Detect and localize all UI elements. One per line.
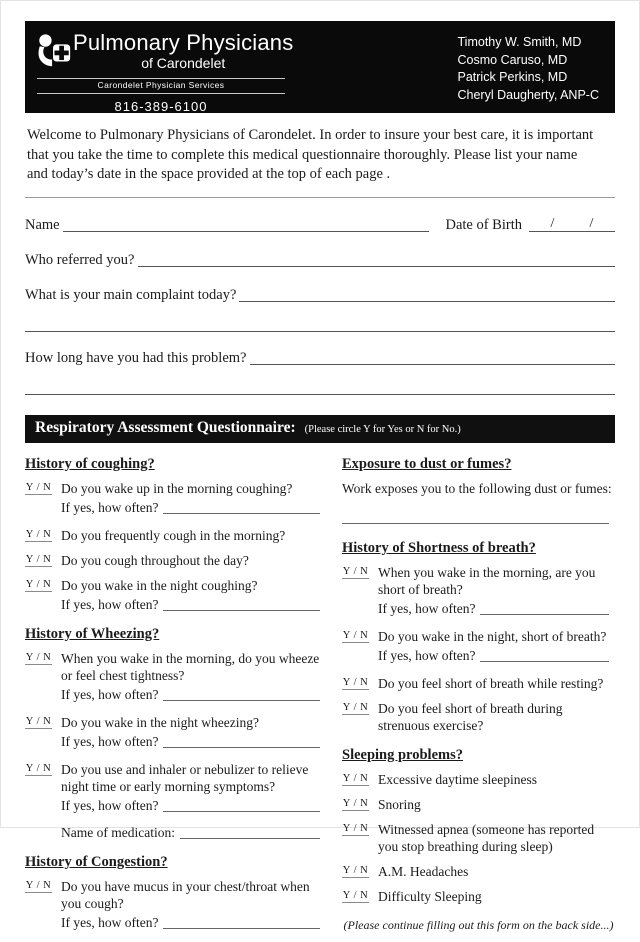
yes-no-choice[interactable]: Y / N [342, 701, 369, 713]
yes-no-choice[interactable]: Y / N [342, 772, 369, 784]
complaint-input-line[interactable] [239, 301, 615, 302]
question-item [25, 761, 326, 841]
followup-row [61, 915, 320, 931]
yes-no-choice[interactable]: Y / N [342, 676, 369, 688]
section-heading: History of Wheezing? [25, 625, 160, 642]
question-row [25, 650, 326, 684]
referred-row [25, 252, 615, 269]
question-item [25, 527, 326, 544]
duration-label: How long have you had this problem? [25, 349, 247, 366]
yes-no-choice[interactable]: Y / N [25, 715, 52, 727]
clinic-title-block [73, 31, 293, 71]
followup-label: If yes, how often? [61, 596, 159, 612]
followup-row [61, 798, 320, 814]
intro-line: that you take the time to complete this medical questionnaire thoroughly. Please list your name [27, 146, 578, 163]
question-text: Do you use and inhaler or nebulizer to relieve night time or early morning symptoms? [61, 761, 309, 794]
duration-row [25, 350, 615, 367]
write-in-line[interactable] [163, 928, 320, 929]
followup-row [378, 648, 609, 664]
question-item [342, 796, 615, 813]
question-row [342, 480, 615, 497]
name-label: Name [25, 216, 60, 233]
question-item [342, 821, 615, 855]
question-text: Do you have mucus in your chest/throat when you cough? [61, 878, 310, 911]
followup-row [61, 597, 320, 613]
followup-label: If yes, how often? [61, 733, 159, 749]
question-text: When you wake in the morning, are you short of breath? [378, 564, 596, 597]
yes-no-choice[interactable]: Y / N [25, 651, 52, 663]
question-section [25, 456, 326, 613]
question-text: Do you wake in the night wheezing? [61, 714, 259, 730]
followup-label: If yes, how often? [61, 499, 159, 515]
question-row [342, 628, 615, 645]
dob-slash: / [550, 215, 555, 231]
provider-name: Cosmo Caruso, MD [457, 52, 568, 67]
section-heading: History of Shortness of breath? [342, 539, 536, 556]
question-item [342, 675, 615, 692]
question-item [25, 552, 326, 569]
yes-no-choice[interactable]: Y / N [342, 797, 369, 809]
write-in-line[interactable] [342, 523, 609, 524]
question-item [342, 628, 615, 664]
yes-no-choice[interactable]: Y / N [342, 629, 369, 641]
question-item [25, 714, 326, 750]
clinic-header [25, 21, 615, 113]
question-text: Do you frequently cough in the morning? [61, 527, 286, 543]
question-row [25, 714, 326, 731]
yes-no-choice[interactable]: Y / N [25, 762, 52, 774]
yes-no-choice[interactable]: Y / N [342, 864, 369, 876]
question-text: Do you feel short of breath during strenuous exercise? [378, 700, 563, 733]
questionnaire-column-right-sections [342, 456, 615, 905]
question-item [342, 700, 615, 734]
question-section [342, 747, 615, 905]
question-row [25, 761, 326, 795]
question-text: Excessive daytime sleepiness [378, 771, 537, 787]
question-row [342, 863, 615, 880]
dob-slash: / [589, 215, 594, 231]
question-text: Do you wake in the night coughing? [61, 577, 258, 593]
followup-label: If yes, how often? [61, 686, 159, 702]
header-divider-bottom [37, 93, 285, 94]
section-heading: History of coughing? [25, 455, 155, 472]
provider-name: Cheryl Daugherty, ANP-C [457, 87, 599, 102]
complaint-continuation-line[interactable] [25, 331, 615, 332]
question-row [25, 552, 326, 569]
section-heading: History of Congestion? [25, 853, 168, 870]
duration-continuation-line[interactable] [25, 394, 615, 395]
question-row [342, 564, 615, 598]
question-text: Do you wake up in the morning coughing? [61, 480, 293, 496]
question-item [25, 878, 326, 931]
section-heading: Sleeping problems? [342, 746, 463, 763]
name-input-line[interactable] [63, 231, 430, 232]
yes-no-choice[interactable]: Y / N [25, 553, 52, 565]
question-item [342, 564, 615, 617]
question-text: When you wake in the morning, do you wheeze or feel chest tightness? [61, 650, 320, 683]
clinic-subname: of Carondelet [141, 55, 226, 71]
followup-row [61, 500, 320, 516]
write-in-line[interactable] [163, 811, 320, 812]
questionnaire-column-left [25, 456, 326, 942]
providers-list [458, 31, 600, 105]
yes-no-choice[interactable]: Y / N [25, 578, 52, 590]
dob-group [445, 216, 615, 234]
question-row [342, 700, 615, 734]
provider-name: Timothy W. Smith, MD [457, 35, 582, 49]
question-item [342, 480, 615, 524]
intro-line: and today’s date in the space provided at the top of each page . [27, 166, 391, 182]
questionnaire-title-bar [25, 415, 615, 443]
complaint-row [25, 287, 615, 304]
continue-note: (Please continue filling out this form on the back side...) [343, 917, 614, 932]
question-text: Do you cough throughout the day? [61, 552, 249, 568]
question-row [342, 821, 615, 855]
question-section [25, 854, 326, 931]
followup-label: If yes, how often? [378, 600, 476, 616]
clinic-name: Pulmonary Physicians [73, 30, 294, 55]
questionnaire-instructions: (Please circle Y for Yes or N for No.) [304, 423, 461, 435]
intro-paragraph [27, 126, 613, 185]
intro-line: Welcome to Pulmonary Physicians of Carondelet. In order to insure your best care, it is important [27, 127, 594, 143]
question-section [342, 540, 615, 734]
followup-label: Name of medication: [61, 824, 175, 840]
question-row [25, 878, 326, 912]
yes-no-choice[interactable]: Y / N [342, 565, 369, 577]
intro-divider [25, 197, 615, 198]
question-item [342, 863, 615, 880]
question-item [342, 888, 615, 905]
question-row [25, 527, 326, 544]
write-in-line[interactable] [180, 838, 320, 839]
clinic-phone: 816-389-6100 [114, 99, 208, 114]
question-item [25, 480, 326, 516]
services-label: Carondelet Physician Services [97, 80, 225, 90]
question-text: Difficulty Sleeping [378, 888, 482, 904]
followup-label: If yes, how often? [378, 647, 476, 663]
write-in-line[interactable] [163, 610, 320, 611]
write-in-line[interactable] [480, 661, 609, 662]
write-in-line[interactable] [480, 614, 609, 615]
followup-row [378, 601, 609, 617]
yes-no-choice[interactable]: Y / N [25, 481, 52, 493]
question-row [25, 577, 326, 594]
complaint-label: What is your main complaint today? [25, 286, 237, 303]
question-row [342, 796, 615, 813]
question-text: Do you wake in the night, short of breath? [378, 628, 607, 644]
referred-label: Who referred you? [25, 251, 135, 268]
provider-name: Patrick Perkins, MD [457, 70, 568, 84]
questionnaire-title: Respiratory Assessment Questionnaire: [35, 418, 296, 436]
question-text: Witnessed apnea (someone has reported you stop breathing during sleep) [378, 821, 595, 854]
name-dob-row [25, 216, 615, 234]
dob-label: Date of Birth [445, 216, 522, 233]
yes-no-choice[interactable]: Y / N [342, 822, 369, 834]
header-divider-top [37, 78, 285, 79]
questionnaire-columns [25, 456, 615, 942]
yes-no-choice[interactable]: Y / N [25, 528, 52, 540]
yes-no-choice[interactable]: Y / N [342, 889, 369, 901]
question-text: Snoring [378, 796, 421, 812]
questionnaire-column-right [342, 456, 615, 942]
question-section [25, 626, 326, 841]
question-text: Do you feel short of breath while resting? [378, 675, 604, 691]
clinic-brand-block [35, 30, 294, 114]
patient-info-fields [25, 216, 615, 395]
question-item [25, 577, 326, 613]
clinic-logo-icon [35, 32, 73, 75]
write-in-line[interactable] [163, 700, 320, 701]
section-heading: Exposure to dust or fumes? [342, 455, 512, 472]
duration-input-line[interactable] [250, 364, 616, 365]
question-row [342, 675, 615, 692]
question-row [342, 771, 615, 788]
followup-label: If yes, how often? [61, 797, 159, 813]
write-in-line[interactable] [163, 513, 320, 514]
followup-row [61, 825, 320, 841]
question-item [25, 650, 326, 703]
followup-row [61, 734, 320, 750]
referred-input-line[interactable] [138, 266, 616, 267]
question-row [25, 480, 326, 497]
followup-label: If yes, how often? [61, 914, 159, 930]
write-in-line[interactable] [163, 747, 320, 748]
question-row [342, 888, 615, 905]
question-text: Work exposes you to the following dust or fumes: [342, 480, 612, 496]
followup-row [61, 687, 320, 703]
question-section [342, 456, 615, 524]
question-text: A.M. Headaches [378, 863, 469, 879]
dob-input-line[interactable] [529, 216, 615, 232]
question-item [342, 771, 615, 788]
yes-no-choice[interactable]: Y / N [25, 879, 52, 891]
